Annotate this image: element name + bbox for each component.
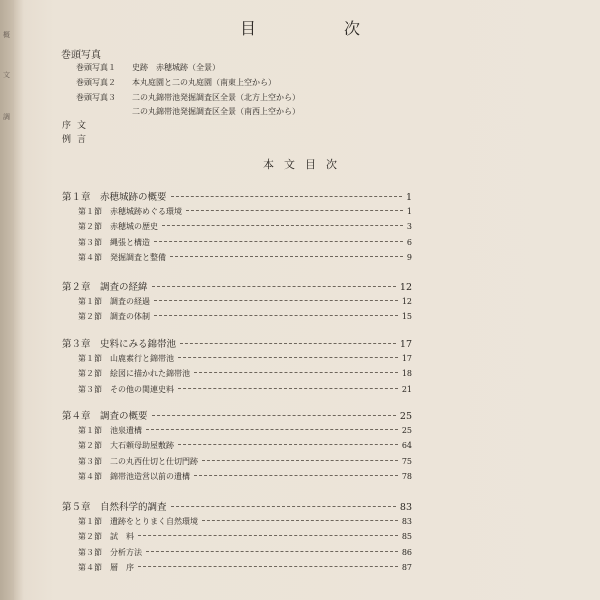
section-row-number: 第３節 bbox=[78, 384, 102, 394]
chapter-row bbox=[62, 279, 412, 291]
page-number: 64 bbox=[401, 441, 412, 451]
chapter-row-text: 自然科学的調査 bbox=[100, 502, 167, 513]
chapter-row-title bbox=[62, 408, 148, 422]
main-contents-heading: 本文目次 bbox=[263, 158, 347, 171]
page-number: 17 bbox=[399, 339, 412, 350]
section-row-title bbox=[78, 531, 134, 542]
section-row-title bbox=[78, 547, 142, 558]
preface-entry: 序文 bbox=[62, 121, 93, 131]
section-row-title bbox=[78, 252, 166, 263]
section-row bbox=[78, 221, 412, 233]
section-row-title bbox=[78, 440, 174, 451]
page-number: 1 bbox=[406, 207, 412, 216]
dot-leader bbox=[194, 475, 398, 476]
dot-leader bbox=[202, 520, 398, 521]
dot-leader bbox=[194, 372, 398, 373]
page-number: 86 bbox=[401, 547, 412, 557]
chapter-row-text: 調査の経緯 bbox=[100, 282, 148, 293]
section-row-number: 第４節 bbox=[78, 471, 102, 481]
page-number: 75 bbox=[401, 456, 412, 466]
page-number: 12 bbox=[399, 282, 412, 293]
frontispiece-label: 巻頭写真２ bbox=[76, 78, 116, 87]
section-row-title bbox=[78, 311, 150, 322]
dot-leader bbox=[171, 506, 396, 507]
dot-leader bbox=[154, 300, 398, 301]
section-row-text: 試 料 bbox=[110, 532, 134, 542]
dot-leader bbox=[152, 286, 396, 287]
page-number: 12 bbox=[401, 297, 412, 306]
page-number: 78 bbox=[401, 471, 412, 481]
section-row-number: 第３節 bbox=[78, 237, 102, 247]
dot-leader bbox=[202, 460, 398, 461]
chapter-row bbox=[62, 408, 412, 420]
section-row-number: 第２節 bbox=[78, 532, 102, 542]
section-row-number: 第２節 bbox=[78, 222, 102, 232]
adjacent-page-glyph: 概 bbox=[3, 31, 10, 39]
page-number: 83 bbox=[401, 517, 412, 526]
section-row bbox=[78, 547, 412, 559]
section-row-text: その他の関連史料 bbox=[110, 384, 174, 394]
section-row-text: 赤穂城跡めぐる環境 bbox=[110, 207, 182, 216]
section-row-text: 調査の経過 bbox=[110, 297, 150, 306]
section-row-title bbox=[78, 425, 142, 436]
dot-leader bbox=[138, 566, 398, 567]
section-row-number: 第２節 bbox=[78, 312, 102, 322]
section-row-number: 第３節 bbox=[78, 547, 102, 557]
section-row bbox=[78, 440, 412, 452]
page-number: 17 bbox=[401, 354, 412, 363]
dot-leader bbox=[146, 551, 398, 552]
page-number: 3 bbox=[406, 222, 412, 232]
page-number: 25 bbox=[401, 426, 412, 435]
section-row-title bbox=[78, 353, 174, 364]
chapter-row-text: 調査の概要 bbox=[100, 411, 148, 422]
section-row-text: 縄張と構造 bbox=[110, 237, 150, 247]
dot-leader bbox=[186, 210, 403, 211]
section-row-text: 絵図に描かれた錦帯池 bbox=[110, 369, 190, 379]
frontispiece-heading: 巻頭写真 bbox=[61, 50, 101, 61]
section-row-text: 池泉遺構 bbox=[110, 426, 142, 435]
section-row-title bbox=[78, 516, 198, 527]
dot-leader bbox=[146, 429, 398, 430]
section-row bbox=[78, 384, 412, 396]
section-row-number: 第１節 bbox=[78, 207, 102, 216]
page-number: 1 bbox=[405, 192, 412, 203]
dot-leader bbox=[152, 415, 396, 416]
notes-entry: 例言 bbox=[62, 135, 93, 145]
section-row-number: 第４節 bbox=[78, 562, 102, 572]
chapter-row-title bbox=[62, 189, 167, 203]
adjacent-page-edge bbox=[0, 0, 14, 600]
chapter-row-title bbox=[62, 279, 148, 293]
section-row-number: 第１節 bbox=[78, 426, 102, 435]
section-row bbox=[78, 206, 412, 218]
section-row-text: 分析方法 bbox=[110, 547, 142, 557]
dot-leader bbox=[162, 225, 403, 226]
chapter-row bbox=[62, 499, 412, 511]
section-row-number: 第３節 bbox=[78, 456, 102, 466]
section-row-number: 第１節 bbox=[78, 297, 102, 306]
section-row bbox=[78, 531, 412, 543]
chapter-row-text: 史料にみる錦帯池 bbox=[100, 339, 177, 350]
dot-leader bbox=[178, 388, 398, 389]
frontispiece-label: 巻頭写真３ bbox=[76, 93, 116, 102]
section-row-number: 第２節 bbox=[78, 441, 102, 451]
chapter-row-title bbox=[62, 336, 176, 350]
section-row bbox=[78, 471, 412, 483]
dot-leader bbox=[154, 241, 403, 242]
chapter-row-title bbox=[62, 499, 167, 513]
section-row-title bbox=[78, 206, 182, 217]
section-row-text: 大石頼母助屋敷跡 bbox=[110, 441, 174, 451]
page-number: 87 bbox=[401, 562, 412, 572]
page-number: 18 bbox=[401, 369, 412, 379]
section-row-text: 調査の体制 bbox=[110, 312, 150, 322]
section-row-title bbox=[78, 471, 190, 482]
section-row-title bbox=[78, 456, 198, 467]
page-number: 6 bbox=[406, 237, 412, 247]
section-row-text: 層 序 bbox=[110, 562, 134, 572]
section-row bbox=[78, 425, 412, 437]
dot-leader bbox=[138, 535, 398, 536]
page-number: 21 bbox=[401, 384, 412, 394]
section-row-number: 第１節 bbox=[78, 354, 102, 363]
adjacent-page-glyph: 調 bbox=[3, 113, 10, 121]
frontispiece-text: 二の丸錦帯池発掘調査区全景（南西上空から） bbox=[132, 107, 300, 116]
adjacent-page-glyph: 文 bbox=[3, 71, 10, 79]
section-row bbox=[78, 237, 412, 249]
section-row bbox=[78, 296, 412, 308]
section-row-text: 錦帯池造営以前の遺構 bbox=[110, 471, 190, 481]
section-row bbox=[78, 353, 412, 365]
section-row bbox=[78, 368, 412, 380]
section-row-text: 遺跡をとりまく自然環境 bbox=[110, 517, 198, 526]
chapter-row bbox=[62, 336, 412, 348]
page-number: 15 bbox=[401, 312, 412, 322]
dot-leader bbox=[180, 343, 396, 344]
chapter-row-number: 第１章 bbox=[62, 192, 91, 203]
section-row-text: 山鹿素行と錦帯池 bbox=[110, 354, 174, 363]
section-row bbox=[78, 311, 412, 323]
section-row bbox=[78, 252, 412, 264]
section-row-title bbox=[78, 562, 134, 573]
dot-leader bbox=[171, 196, 402, 197]
section-row-number: 第１節 bbox=[78, 517, 102, 526]
dot-leader bbox=[170, 256, 403, 257]
section-row-title bbox=[78, 237, 150, 248]
frontispiece-label: 巻頭写真１ bbox=[76, 63, 116, 72]
dot-leader bbox=[178, 357, 398, 358]
frontispiece-text: 二の丸錦帯池発掘調査区全景（北方上空から） bbox=[132, 93, 300, 102]
section-row-text: 発掘調査と整備 bbox=[110, 252, 166, 262]
chapter-row-number: 第３章 bbox=[62, 339, 91, 350]
section-row-title bbox=[78, 384, 174, 395]
chapter-row-number: 第５章 bbox=[62, 502, 91, 513]
section-row-text: 二の丸西仕切と仕切門跡 bbox=[110, 456, 198, 466]
page-number: 83 bbox=[399, 502, 412, 513]
section-row-title bbox=[78, 296, 150, 307]
section-row-number: 第４節 bbox=[78, 252, 102, 262]
chapter-row-number: 第２章 bbox=[62, 282, 91, 293]
page-number: 25 bbox=[399, 411, 412, 422]
page-number: 9 bbox=[406, 252, 412, 262]
section-row-number: 第２節 bbox=[78, 369, 102, 379]
section-row bbox=[78, 562, 412, 574]
section-row-title bbox=[78, 221, 158, 232]
section-row bbox=[78, 516, 412, 528]
frontispiece-text: 史跡 赤穂城跡（全景） bbox=[132, 63, 220, 72]
page-number: 85 bbox=[401, 532, 412, 542]
chapter-row bbox=[62, 189, 412, 201]
frontispiece-text: 本丸庭園と二の丸庭園（南東上空から） bbox=[132, 78, 276, 87]
dot-leader bbox=[178, 444, 398, 445]
page-title: 目 次 bbox=[239, 19, 396, 38]
section-row bbox=[78, 456, 412, 468]
chapter-row-text: 赤穂城跡の概要 bbox=[100, 192, 167, 203]
section-row-text: 赤穂城の歴史 bbox=[110, 222, 158, 232]
section-row-title bbox=[78, 368, 190, 379]
chapter-row-number: 第４章 bbox=[62, 411, 91, 422]
dot-leader bbox=[154, 315, 398, 316]
